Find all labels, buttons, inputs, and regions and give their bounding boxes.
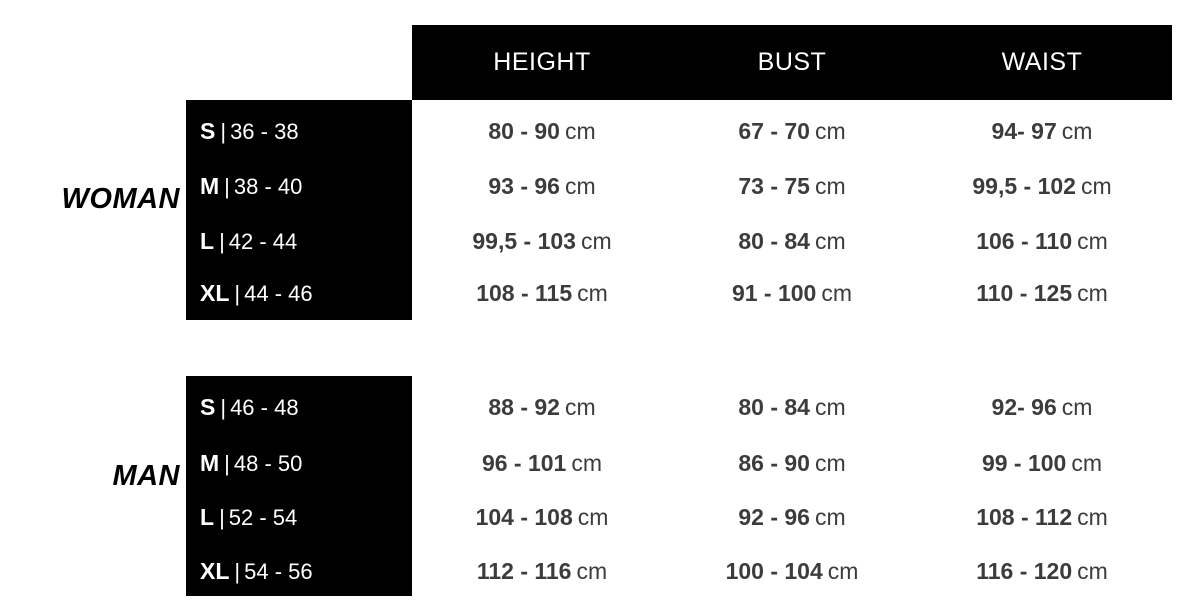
cell-waist <box>912 159 1172 214</box>
cell-unit: cm <box>1071 450 1103 476</box>
cell-value: 86 - 90 <box>738 450 810 476</box>
size-code: XL <box>200 558 230 584</box>
size-label-cell <box>186 214 412 269</box>
cell-unit: cm <box>571 450 603 476</box>
cell-value: 73 - 75 <box>738 173 810 199</box>
cell-bust <box>672 436 912 491</box>
table-row <box>186 544 1172 599</box>
cell-unit: cm <box>1077 228 1108 254</box>
cell-value: 91 - 100 <box>731 280 817 306</box>
size-code: L <box>200 504 215 530</box>
cell-unit: cm <box>814 228 846 254</box>
size-eu: 52 - 54 <box>228 505 298 530</box>
cell-unit: cm <box>564 394 596 420</box>
cell-value: 108 - 115 <box>476 280 573 306</box>
cell-waist <box>912 436 1172 491</box>
size-separator: | <box>224 174 230 199</box>
cell-bust <box>672 214 912 269</box>
cell-unit: cm <box>580 228 612 254</box>
column-header-waist: WAIST <box>1001 48 1083 76</box>
cell-bust <box>672 266 912 321</box>
size-separator: | <box>234 559 241 584</box>
cell-value: 99,5 - 103 <box>472 228 576 254</box>
cell-height <box>412 266 672 321</box>
size-code: XL <box>200 280 230 306</box>
cell-waist <box>912 544 1172 599</box>
cell-value: 94- 97 <box>991 118 1057 144</box>
cell-unit: cm <box>827 558 859 584</box>
cell-value: 93 - 96 <box>488 173 560 199</box>
size-code: S <box>200 118 216 144</box>
cell-height <box>412 159 672 214</box>
cell-unit: cm <box>577 504 609 530</box>
size-separator: | <box>224 451 230 476</box>
size-separator: | <box>220 119 227 144</box>
size-label-cell <box>186 544 412 599</box>
size-label-cell <box>186 436 412 491</box>
size-code: S <box>200 394 216 420</box>
cell-bust <box>672 544 912 599</box>
cell-value: 96 - 101 <box>481 450 567 476</box>
cell-value: 92 - 96 <box>738 504 810 530</box>
size-eu: 36 - 38 <box>230 119 299 144</box>
cell-height <box>412 104 672 159</box>
size-code: M <box>200 173 220 199</box>
size-eu: 42 - 44 <box>228 229 298 254</box>
size-eu: 54 - 56 <box>244 559 313 584</box>
size-eu: 38 - 40 <box>233 174 303 199</box>
cell-value: 116 - 120 <box>976 558 1073 584</box>
table-row <box>186 159 1172 214</box>
table-row <box>186 380 1172 435</box>
table-row <box>186 104 1172 159</box>
cell-height <box>412 544 672 599</box>
cell-unit: cm <box>814 504 846 530</box>
cell-value: 80 - 84 <box>738 228 810 254</box>
cell-bust <box>672 159 912 214</box>
size-code: M <box>200 450 220 476</box>
cell-value: 80 - 84 <box>738 394 810 420</box>
cell-unit: cm <box>814 118 846 144</box>
size-separator: | <box>219 505 225 530</box>
cell-height <box>412 436 672 491</box>
size-label-cell <box>186 380 412 435</box>
cell-height <box>412 490 672 545</box>
cell-value: 99,5 - 102 <box>972 173 1076 199</box>
cell-height <box>412 380 672 435</box>
table-row <box>186 266 1172 321</box>
group-label-man: MAN <box>112 460 180 492</box>
size-code: L <box>200 228 215 254</box>
table-row <box>186 436 1172 491</box>
cell-value: 104 - 108 <box>475 504 573 530</box>
cell-value: 67 - 70 <box>738 118 810 144</box>
cell-unit: cm <box>1077 558 1108 584</box>
cell-unit: cm <box>1077 504 1108 530</box>
cell-value: 92- 96 <box>991 394 1057 420</box>
cell-bust <box>672 490 912 545</box>
size-eu: 44 - 46 <box>244 281 313 306</box>
size-label-cell <box>186 104 412 159</box>
cell-waist <box>912 266 1172 321</box>
cell-unit: cm <box>564 173 596 199</box>
cell-value: 110 - 125 <box>976 280 1073 306</box>
cell-value: 88 - 92 <box>488 394 560 420</box>
cell-unit: cm <box>576 558 608 584</box>
cell-waist <box>912 380 1172 435</box>
cell-unit: cm <box>814 173 846 199</box>
cell-unit: cm <box>1080 173 1112 199</box>
cell-waist <box>912 214 1172 269</box>
cell-waist <box>912 490 1172 545</box>
cell-unit: cm <box>564 118 596 144</box>
size-separator: | <box>234 281 241 306</box>
size-eu: 46 - 48 <box>230 395 299 420</box>
cell-bust <box>672 104 912 159</box>
cell-height <box>412 214 672 269</box>
group-label-woman: WOMAN <box>61 183 180 215</box>
size-label-cell <box>186 490 412 545</box>
cell-unit: cm <box>1061 394 1093 420</box>
cell-unit: cm <box>814 450 846 476</box>
size-separator: | <box>220 395 227 420</box>
cell-unit: cm <box>1077 280 1108 306</box>
cell-value: 100 - 104 <box>725 558 823 584</box>
cell-value: 99 - 100 <box>981 450 1067 476</box>
column-header-height: HEIGHT <box>493 48 591 76</box>
table-row <box>186 214 1172 269</box>
cell-unit: cm <box>1061 118 1093 144</box>
size-label-cell <box>186 159 412 214</box>
cell-value: 106 - 110 <box>976 228 1073 254</box>
cell-unit: cm <box>814 394 846 420</box>
size-eu: 48 - 50 <box>233 451 303 476</box>
size-separator: | <box>219 229 225 254</box>
cell-value: 112 - 116 <box>476 558 572 584</box>
cell-waist <box>912 104 1172 159</box>
cell-unit: cm <box>577 280 608 306</box>
cell-bust <box>672 380 912 435</box>
size-label-cell <box>186 266 412 321</box>
cell-value: 108 - 112 <box>976 504 1073 530</box>
table-row <box>186 490 1172 545</box>
column-header-bust: BUST <box>757 48 827 76</box>
cell-value: 80 - 90 <box>488 118 560 144</box>
cell-unit: cm <box>821 280 853 306</box>
